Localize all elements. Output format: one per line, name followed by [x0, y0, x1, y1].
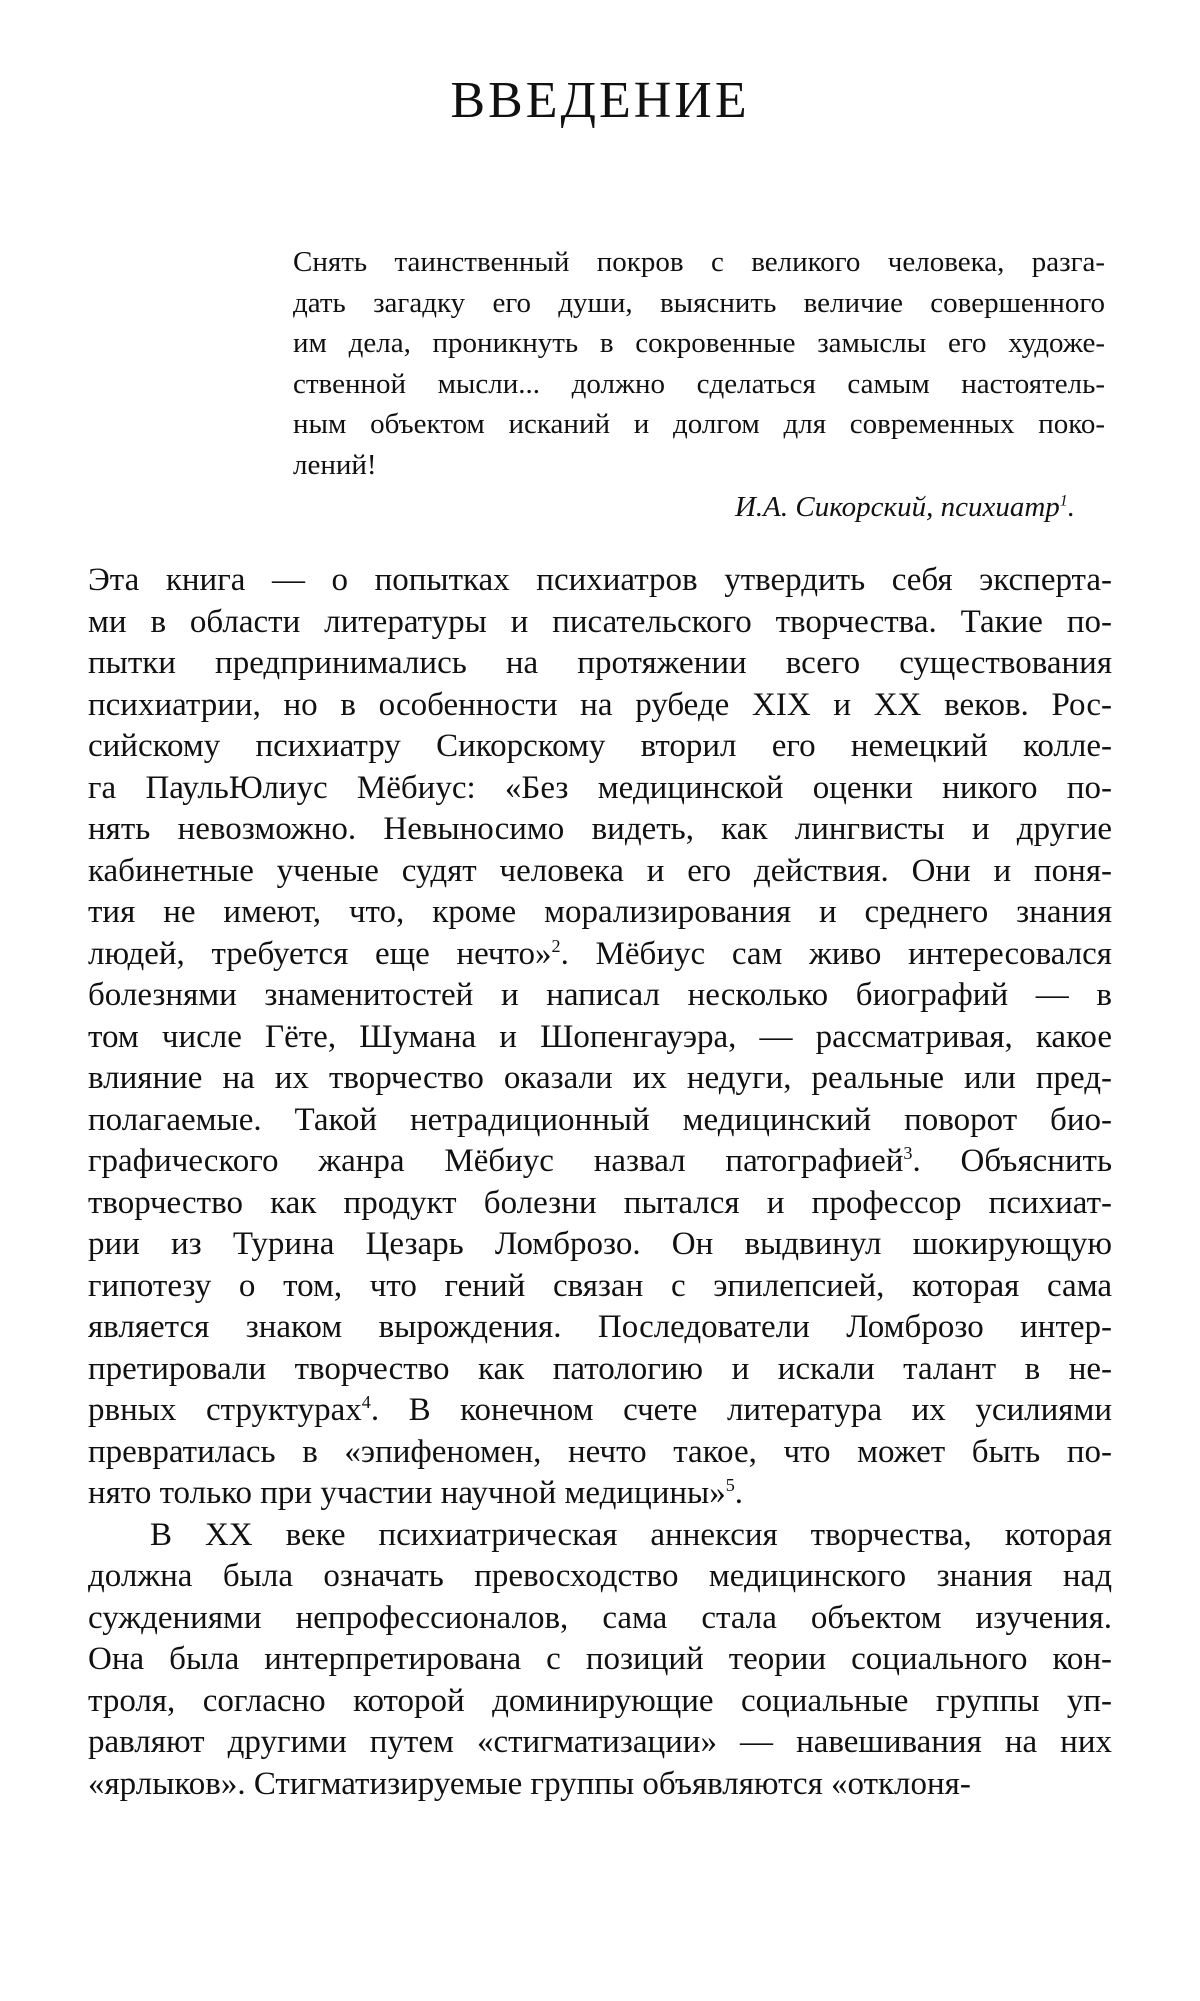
text-line	[88, 1432, 1112, 1474]
paragraph-2	[88, 1515, 1112, 1806]
line-text-after-note: . В конечном счете литература их усилиями	[370, 1392, 1112, 1428]
epigraph-line: Снять таинственный покров с великого человека, разга-	[293, 246, 1105, 278]
footnote-ref: 5	[725, 1475, 735, 1495]
line-text: должна была означать превосходство медицинского знания над	[88, 1558, 1112, 1594]
text-line	[88, 1224, 1112, 1266]
text-line	[88, 1639, 1112, 1681]
line-text: «ярлыков». Стигматизируемые группы объявляются «отклоня-	[88, 1765, 971, 1802]
text-line	[88, 1266, 1112, 1308]
line-text: тия не имеют, что, кроме морализирования и среднего знания	[88, 894, 1112, 930]
text-line	[88, 1473, 1112, 1515]
footnote-ref: 2	[551, 935, 561, 956]
line-text: претировали творчество как патологию и искали талант в не-	[88, 1350, 1112, 1387]
text-line	[88, 685, 1112, 727]
line-text-after-note: . Объяснить	[912, 1143, 1112, 1179]
text-line	[88, 1100, 1112, 1142]
line-text: кабинетные ученые судят человека и его действия. Они и поня-	[88, 852, 1112, 889]
epigraph-line: им дела, проникнуть в сокровенные замыслы его художе-	[293, 327, 1105, 359]
text-line	[88, 1722, 1112, 1764]
text-line	[88, 1390, 1112, 1432]
paragraph-1	[88, 560, 1112, 1515]
line-text: троля, согласно которой доминирующие социальные группы уп-	[88, 1682, 1112, 1719]
line-text: пытки предпринимались на протяжении всего существования	[88, 645, 1112, 681]
line-text: Она была интерпретирована с позиций теории социального кон-	[88, 1641, 1112, 1677]
line-text: гипотезу о том, что гений связан с эпилепсией, которая сама	[88, 1267, 1112, 1304]
text-line	[88, 560, 1112, 602]
text-line	[88, 851, 1112, 893]
line-text: психиатрии, но в особенности на рубеде XIX и XX веков. Рос-	[88, 686, 1112, 723]
line-text: превратилась в «эпифеномен, нечто такое, что может быть по-	[88, 1433, 1112, 1470]
line-text: творчество как продукт болезни пытался и профессор психиат-	[88, 1184, 1112, 1221]
chapter-title: ВВЕДЕНИЕ	[450, 72, 750, 129]
line-text: является знаком вырождения. Последователи Ломброзо интер-	[88, 1309, 1112, 1345]
epigraph	[293, 242, 1105, 528]
text-line	[88, 892, 1112, 934]
footnote-ref: 4	[361, 1392, 371, 1412]
line-text: том числе Гёте, Шумана и Шопенгауэра, — рассматривая, какое	[88, 1018, 1112, 1055]
footnote-ref: 3	[903, 1143, 913, 1163]
text-line	[88, 1556, 1112, 1598]
line-text: нято только при участии научной медицины»	[88, 1475, 726, 1511]
line-text: графического жанра Мёбиус назвал патографией	[88, 1143, 904, 1179]
line-text: полагаемые. Такой нетрадиционный медицинский поворот био-	[88, 1101, 1112, 1138]
line-text: ми в области литературы и писательского творчества. Такие по-	[88, 603, 1112, 640]
text-line	[88, 643, 1112, 685]
text-line	[88, 1017, 1112, 1059]
text-line	[88, 1764, 1112, 1806]
line-text: суждениями непрофессионалов, сама стала объектом изучения.	[88, 1599, 1112, 1636]
line-text-after-note: . Мёбиус сам живо интересовался	[560, 935, 1112, 972]
epigraph-line: ным объектом исканий и долгом для современных поко-	[293, 408, 1105, 440]
line-text: рии из Турина Цезарь Ломброзо. Он выдвинул шокирующую	[88, 1226, 1112, 1262]
text-line	[88, 1515, 1112, 1557]
line-text: равляют другими путем «стигматизации» — навешивания на них	[88, 1724, 1112, 1760]
line-text: сийскому психиатру Сикорскому вторил его немецкий колле-	[88, 728, 1112, 764]
text-line	[88, 1349, 1112, 1391]
line-text: В XX веке психиатрическая аннексия творчества, которая	[150, 1516, 1112, 1553]
text-line	[88, 809, 1112, 851]
epigraph-line: дать загадку его души, выяснить величие совершенного	[293, 286, 1105, 319]
line-text: нять невозможно. Невыносимо видеть, как лингвисты и другие	[88, 811, 1112, 847]
attribution-text: И.А. Сикорский, психиатр	[734, 491, 1060, 523]
body-text	[88, 560, 1112, 1805]
attribution-end: .	[1067, 491, 1075, 523]
footnote-ref: 1	[1059, 492, 1068, 510]
line-text: болезнями знаменитостей и написал несколько биографий — в	[88, 977, 1112, 1013]
line-text: Эта книга — о попытках психиатров утвердить себя эксперта-	[88, 562, 1112, 598]
line-text: рвных структурах	[88, 1392, 362, 1428]
epigraph-line: ственной мысли... должно сделаться самым настоятель-	[293, 367, 1105, 400]
line-text: га ПаульЮлиус Мёбиус: «Без медицинской оценки никого по-	[88, 769, 1112, 806]
text-line	[88, 1058, 1112, 1100]
text-line	[88, 975, 1112, 1017]
text-line	[88, 1183, 1112, 1225]
text-line	[88, 1141, 1112, 1183]
line-text: влияние на их творчество оказали их недуги, реальные или пред-	[88, 1060, 1112, 1096]
text-line	[88, 602, 1112, 644]
text-line	[88, 934, 1112, 976]
text-line	[88, 1307, 1112, 1349]
epigraph-attribution	[293, 487, 1105, 528]
line-text: людей, требуется еще нечто»	[88, 935, 552, 972]
text-line	[88, 726, 1112, 768]
line-text-after-note: .	[734, 1475, 744, 1511]
text-line	[88, 1598, 1112, 1640]
text-line	[88, 1681, 1112, 1723]
text-line	[88, 768, 1112, 810]
epigraph-line: лений!	[293, 448, 377, 481]
